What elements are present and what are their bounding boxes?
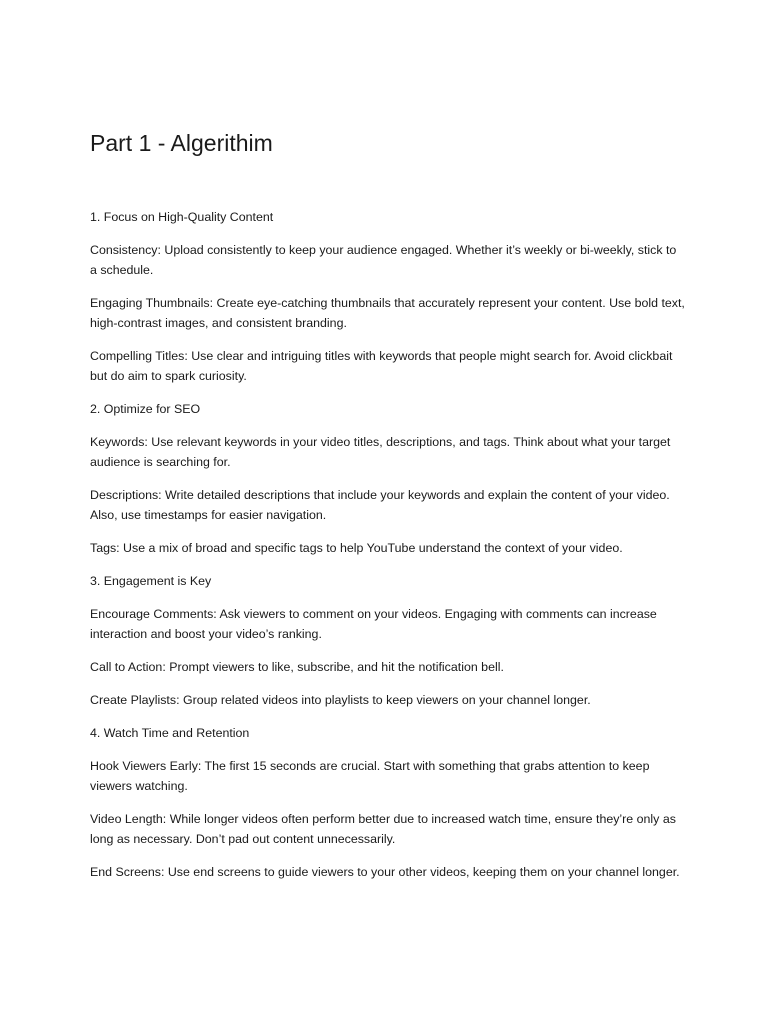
paragraph-encourage-comments: Encourage Comments: Ask viewers to comment on your videos. Engaging with comments can increase interaction and boost your video’s ranking.	[90, 607, 657, 641]
paragraph-compelling-titles: Compelling Titles: Use clear and intriguing titles with keywords that people might search for. Avoid clickbait but do aim to spark curiosity.	[90, 349, 673, 383]
paragraph-tags: Tags: Use a mix of broad and specific tags to help YouTube understand the context of your video.	[90, 541, 623, 555]
section-heading-engagement: 3. Engagement is Key	[90, 574, 212, 588]
paragraph-consistency: Consistency: Upload consistently to keep your audience engaged. Whether it’s weekly or bi-weekly, stick to a schedule.	[90, 243, 677, 277]
paragraph-end-screens: End Screens: Use end screens to guide viewers to your other videos, keeping them on your channel longer.	[90, 865, 680, 879]
paragraph-call-to-action: Call to Action: Prompt viewers to like, subscribe, and hit the notification bell.	[90, 660, 504, 674]
section-heading-watch-time: 4. Watch Time and Retention	[90, 726, 250, 740]
paragraph-create-playlists: Create Playlists: Group related videos into playlists to keep viewers on your channel longer.	[90, 693, 591, 707]
paragraph-hook-viewers: Hook Viewers Early: The first 15 seconds are crucial. Start with something that grabs attention to keep viewers watching.	[90, 759, 650, 793]
document-body	[90, 207, 685, 895]
document-title: Part 1 - Algerithim	[90, 130, 273, 156]
paragraph-descriptions: Descriptions: Write detailed descriptions that include your keywords and explain the content of your video. Also, use timestamps for easier navigation.	[90, 488, 670, 522]
section-heading-optimize-seo: 2. Optimize for SEO	[90, 402, 201, 416]
paragraph-keywords: Keywords: Use relevant keywords in your video titles, descriptions, and tags. Think about what your target audience is searching for.	[90, 435, 671, 469]
section-heading-focus-quality: 1. Focus on High-Quality Content	[90, 210, 274, 224]
paragraph-engaging-thumbnails: Engaging Thumbnails: Create eye-catching thumbnails that accurately represent your content. Use bold text, high-contrast images, and consistent branding.	[90, 296, 685, 330]
paragraph-video-length: Video Length: While longer videos often perform better due to increased watch time, ensure they’re only as long as necessary. Don’t pad out content unnecessarily.	[90, 812, 676, 846]
